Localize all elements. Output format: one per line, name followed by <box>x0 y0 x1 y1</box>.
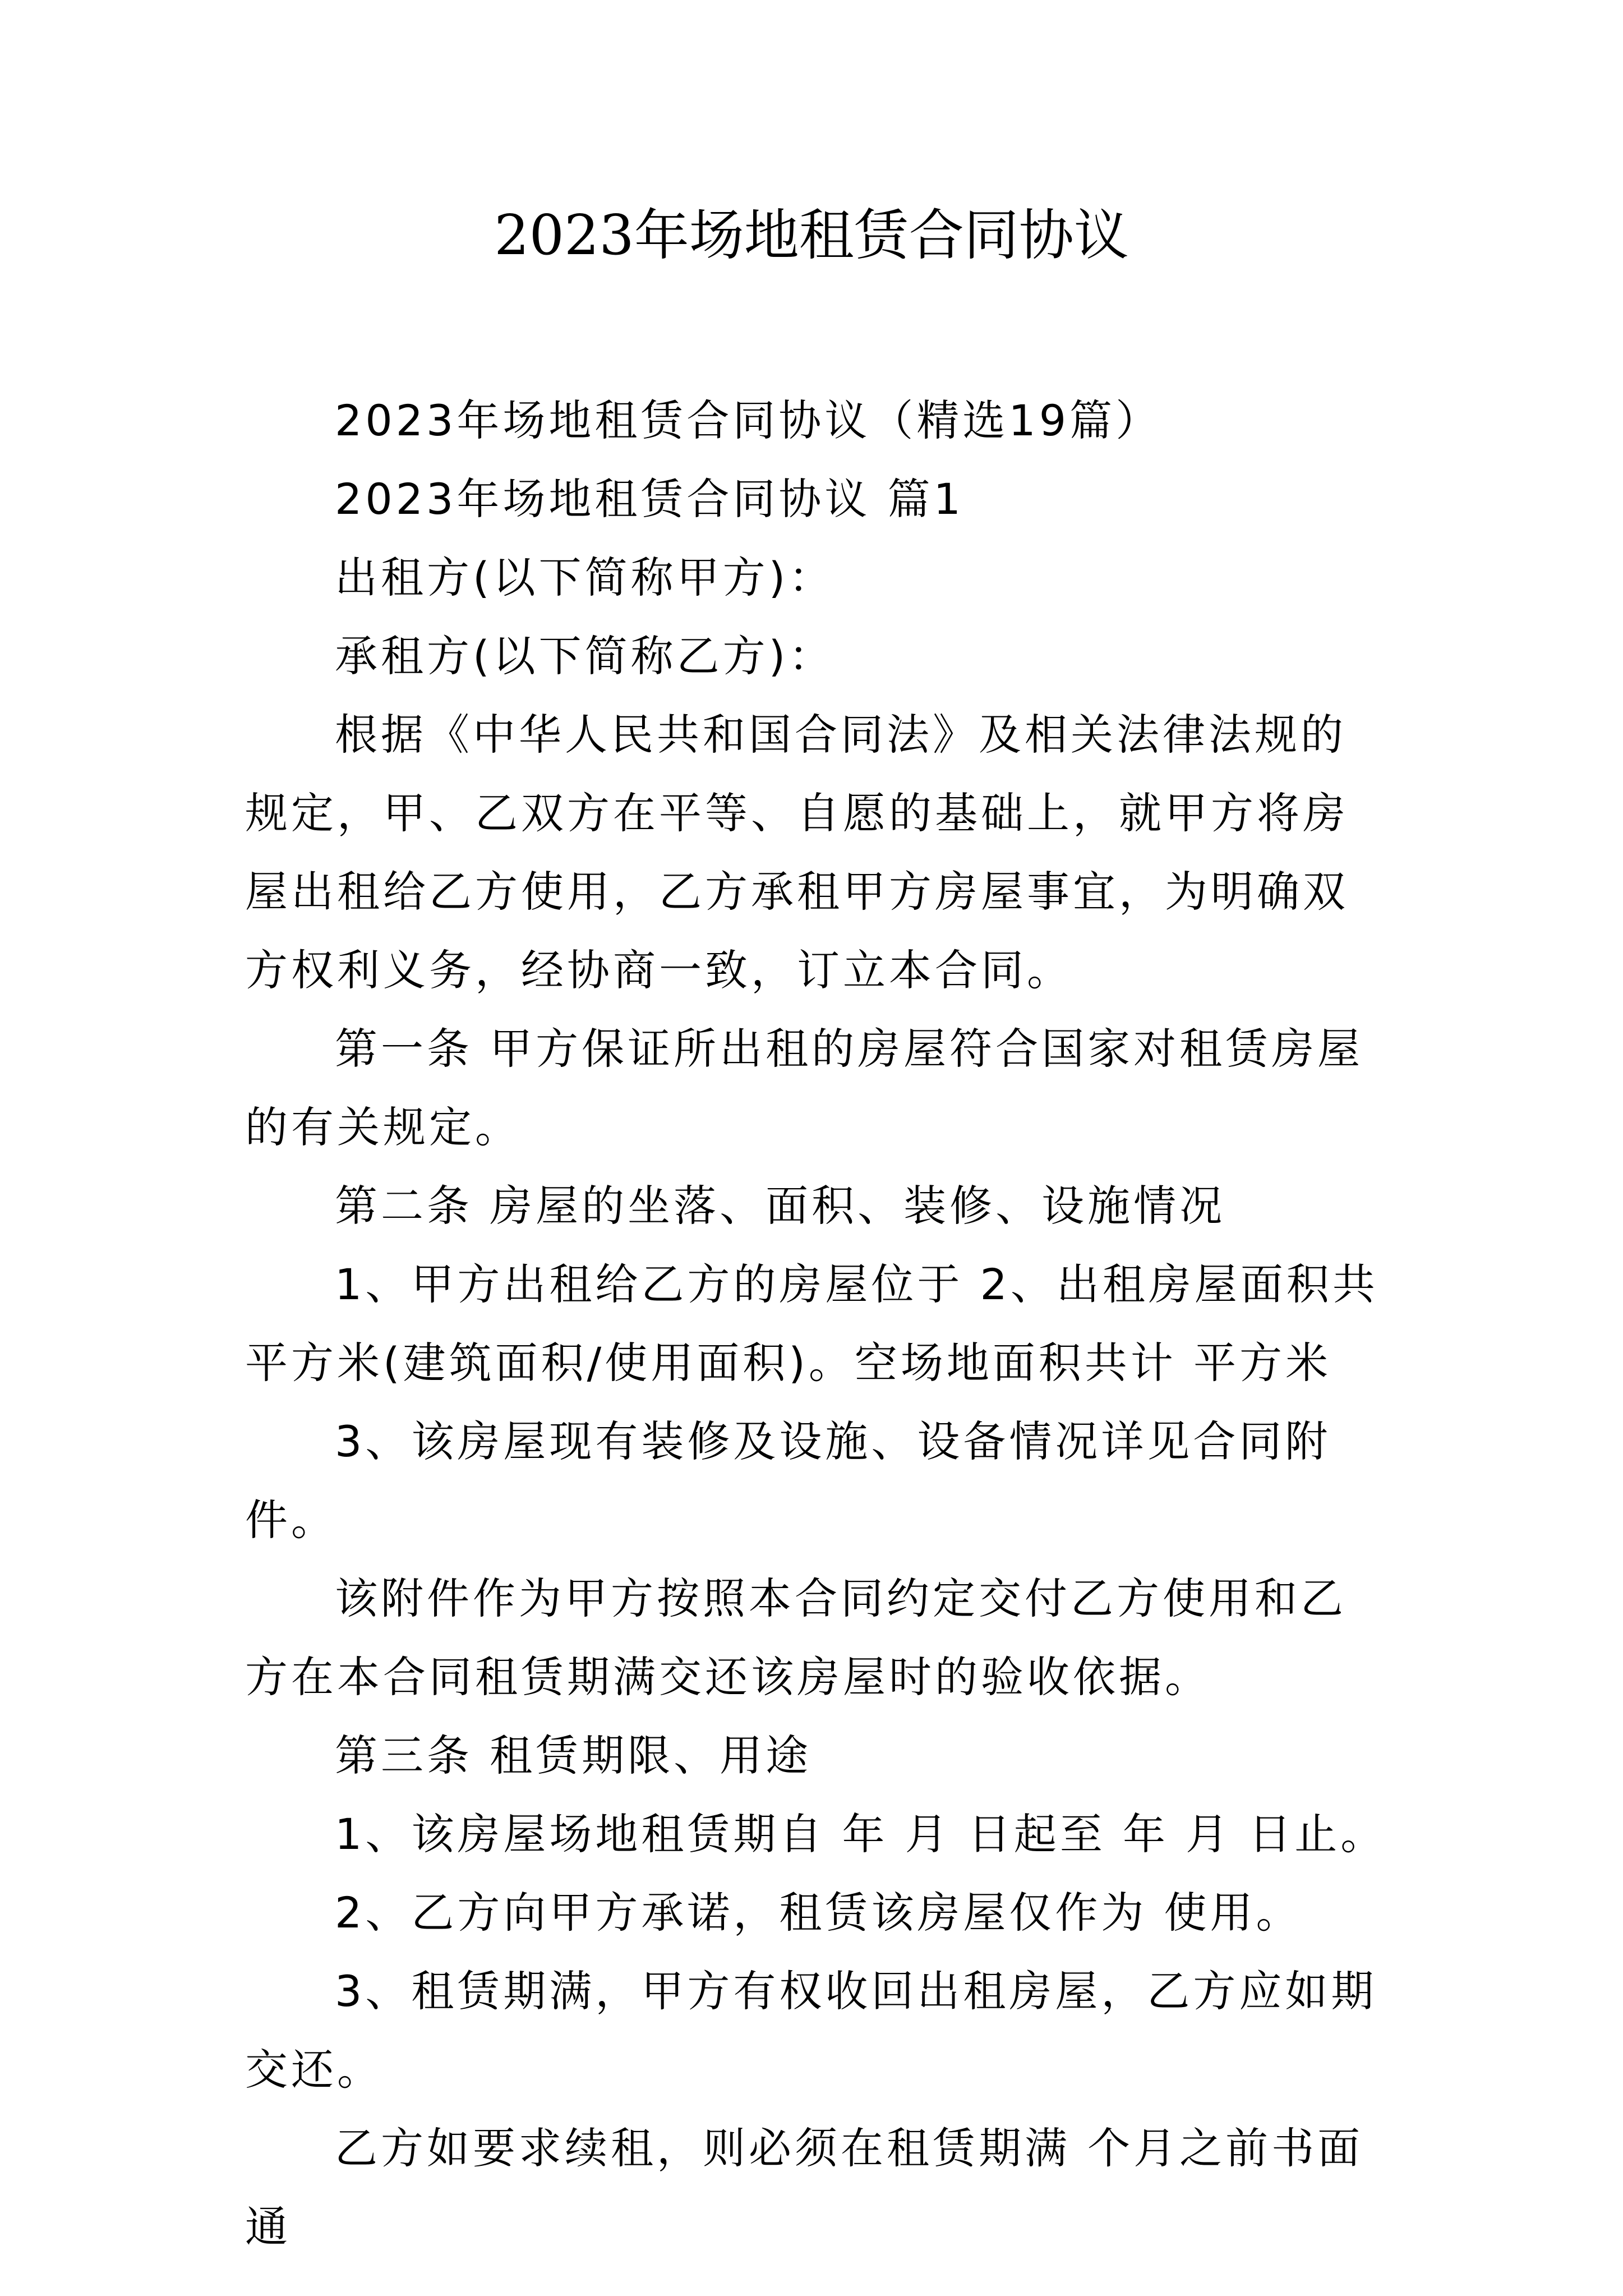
paragraph-section-heading: 2023年场地租赁合同协议 篇1 <box>335 474 964 524</box>
paragraph-article-2-item-3: 3、该房屋现有装修及设施、设备情况详见合同附件。 <box>245 1416 1331 1545</box>
paragraph-subtitle: 2023年场地租赁合同协议（精选19篇） <box>335 395 1162 445</box>
paragraph-article-2-item-1: 1、甲方出租给乙方的房屋位于 2、出租房屋面积共 平方米(建筑面积/使用面积)。空场地面积共计 平方米 <box>245 1259 1378 1388</box>
paragraph-lessee: 承租方(以下简称乙方)： <box>335 631 835 681</box>
paragraph-article-3-item-2: 2、乙方向甲方承诺，租赁该房屋仅作为 使用。 <box>335 1888 1302 1938</box>
document-title: 2023年场地租赁合同协议 <box>494 204 1129 268</box>
paragraph-article-3-item-1: 1、该房屋场地租赁期自 年 月 日起至 年 月 日止。 <box>335 1809 1387 1859</box>
paragraph-article-2-heading: 第二条 房屋的坐落、面积、装修、设施情况 <box>335 1181 1226 1231</box>
paragraph-article-1: 第一条 甲方保证所出租的房屋符合国家对租赁房屋的有关规定。 <box>245 1024 1364 1152</box>
paragraph-article-3-item-3: 3、租赁期满，甲方有权收回出租房屋，乙方应如期交还。 <box>245 1966 1377 2095</box>
paragraph-article-2-annex: 该附件作为甲方按照本合同约定交付乙方使用和乙方在本合同租赁期满交还该房屋时的验收依据。 <box>245 1573 1347 1702</box>
paragraph-article-3-heading: 第三条 租赁期限、用途 <box>335 1731 812 1780</box>
document-body <box>245 381 1389 2266</box>
paragraph-preamble: 根据《中华人民共和国合同法》及相关法律法规的规定，甲、乙双方在平等、自愿的基础上，就甲方将房屋出租给乙方使用，乙方承租甲方房屋事宜，为明确双方权利义务，经协商一致，订立本合同。 <box>245 710 1349 995</box>
paragraph-renewal: 乙方如要求续租，则必须在租赁期满 个月之前书面通 <box>245 2123 1364 2252</box>
paragraph-lessor: 出租方(以下简称甲方)： <box>335 553 835 602</box>
